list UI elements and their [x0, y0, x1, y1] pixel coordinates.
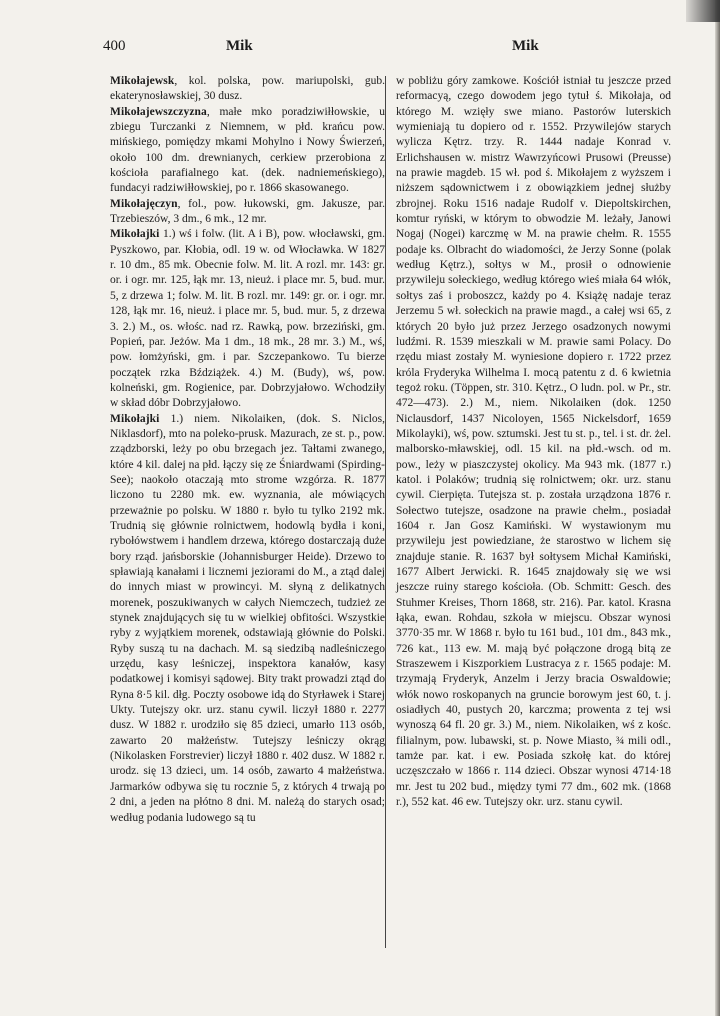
- entry-text: w pobliżu góry zamkowe. Kościół istniał tu jeszcze przed reformacyą, czego dowodem jego tytuł ś. Mikołaja, od którego M. wzięły swe miano. Pastorów luterskich wymieniają tu dopiero od r. 1552. Przywilejów starych wyliczа Kętrz. trzy. R. 1444 nadaje Konrad v. Erlichshausen w. mistrz Wawrzyńcowi Prusowi (Preusse) na prawie magdeb. 15 wł. pod ś. Mikołajem z wyższem i niższem sądownictwem i z obowiązkiem jednej służby zbrojnej. Roku 1516 nadaje Rudolf v. Diepoltskirchen, komtur ryński, w którym to obwodzie M. leżały, Janowi Nogaj (Nogei) karczmę w M. na prawie chełm. R. 1555 podaje ks. Olbracht do wiadomości, że Jerzy Sonne (polak według Kętrz.), sołtys w M., prosił o odnowienie przywileju sołeckiego, według którego wieś miała 64 włók, sołtys zaś i proboszcz, każdy po 4. Książę nadaje teraz Jerzemu 5 wł. sołeckich na prawie magd., a całej wsi 65, z których 20 było już przez Jerzego osadzonych nowymi ludźmi. R. 1539 mieszkali w M. prawie sami Polacy. Do rzędu miast zostały M. wyniesione dopiero r. 1722 przez króla Fryderyka Wilhelma I. mocą patentu z d. 6 kwietnia tegoż roku. (Töppen, str. 310. Kętrz., O ludn. pol. w Pr., str. 472—473). 2.) M., niem. Nikolaiken (dok. 1250 Niclausdorf, 1437 Nicoloyen, 1565 Nickelsdorf, 1659 Mikolayki), wś, pow. sztumski. Jest tu st. p., tel. i st. dr. żel. malborsko-mławskiej, odl. 15 kil. na płd.-wsch. od m. pow., leży w piaszczystej okolicy. Ma 943 mk. (1877 r.) katol. i Polaków; trudnią się rolnictwem; okr. urz. stanu cywil. Cierpięta. Tutejsza st. p. została urządzona 1876 r. Sołectwo tutejsze, osadzone na prawie chełm., posiadał 1604 r. Jan Gosz Kamiński. W wystawionym mu przywileju jest powiedziane, że starostwo w lichem się znajduje stanie. R. 1637 był sołtysem Michał Kamiński, 1677 Albert Jerwicki. R. 1645 znajdowały się we wsi jeszcze ruiny starego kościoła. (Ob. Schmitt: Gesch. des Stuhmer Kreises, Thorn 1868, str. 216). Par. katol. Krasna łąka, ewan. Rohdau, szkoła w miejscu. Obszar wynosi 3770·35 mr. W 1868 r. było tu 161 bud., 101 dm., 843 mk., 726 kat., 113 ew. M. mają być połączone drogą bitą ze Straszewem i Kiszporkiem Lustracya z r. 1565 podaje: M. trzymają Fryderyk, Anzelm i Jerzy bracia Oswaldowie; włók nowo roskopanych na gruncie borowym jest 60, t. j. osiadłych 40, pustych 20, karczma; prowenta z tej wsi wynoszą 64 fl. 20 gr. 3.) M., niem. Nikolaiken, wś z kośc. filialnym, pow. lubawski, st. p. Nowe Miasto, ¾ mili odl., tamże par. kat. i ew. Posiada szkołę kat. do której uczęszczało w 1866 r. 114 dzieci. Obszar wynosi 4714·18 mr. Jest tu 202 bud., między tymi 77 dm., 602 mk. (1868 r.), 552 kat. 46 ew. Tutejszy okr. urz. stanu cywil.: [396, 75, 671, 809]
- entry: [110, 105, 385, 197]
- entry-headword: Mikołajewszczyzna: [110, 105, 207, 118]
- entry-text: , kol. polska, pow. mariupolski, gub. ekaterynosławskiej, 30 dusz.: [110, 75, 385, 103]
- entry-headword: Mikołajęczyn: [110, 197, 178, 210]
- scan-corner-shadow: [686, 0, 720, 22]
- entry-headword: Mikołajki: [110, 228, 160, 241]
- entry-text: , małe mko poradziwiłłowskie, u zbiegu Turczanki z Niemnem, w płd. krańcu pow. mińskiego, pomiędzy mkami Mohylno i Nowy Świerzeń, około 100 dm. drewnianych, cerkiew przerobiona z kościoła parafialnego kat. (dek. nadniemeńskiego), fundacyi radziwiłłowskiej, po r. 1866 skasowanego.: [110, 105, 385, 195]
- entry-text: 1.) wś i folw. (lit. A i B), pow. włocławski, gm. Pyszkowo, par. Kłobia, odl. 19 w. od Włocławka. W 1827 r. 10 dm., 85 mk. Obecnie folw. M. lit. A rozl. mr. 143: gr. or. i ogr. mr. 125, łąk mr. 13, nieuż. i place mr. 5, bud. mur. 5, z drzewa 1; folw. M. lit. B rozl. mr. 149: gr. or. i ogr. mr. 128, łąk mr. 16, nieuż. i place mr. 5, bud. mur. 5, z drzewa 3. 2.) M., os. włośc. nad rz. Rawką, pow. brzeziński, gm. Popień, par. Jeżów. Ma 1 dm., 18 mk., 28 mr. 3.) M., wś, pow. łomżyński, gm. i par. Szczepankowo. Tu bierze początek rzka Bździążek. 4.) M. (Budy), wś, pow. kolneński, gm. Rogienice, par. Dobrzyjałowo. Wchodziły w skład dóbr Dobrzyjałowo.: [110, 228, 385, 410]
- entry: [110, 74, 385, 105]
- running-head-left: Mik: [226, 38, 253, 54]
- left-column: [110, 74, 385, 826]
- right-column: [396, 74, 671, 811]
- entry-text: , fol., pow. łukowski, gm. Jakusze, par. Trzebieszów, 3 dm., 6 mk., 12 mr.: [110, 197, 385, 226]
- page-number: 400: [103, 38, 126, 54]
- entry: [110, 412, 385, 826]
- page-edge-shadow: [715, 0, 720, 1016]
- page-header: [0, 38, 720, 58]
- entry-text: 1.) niem. Nikolaiken, (dok. S. Niclos, Niklasdorf), mto na poleko-prusk. Mazurach, ze st. p., pow. zządzborski, leży po obu brzegach jez. Tałtami zwanego, które 4 kil. dalej na płd. łączy się ze Śniardwami (Spirding-See); naokoło otaczają mto strome wzgórza. R. 1877 liczono tu 2280 mk. ew. wyznania, ale mówiących przeważnie po polsku. W 1880 r. było tu tylko 2192 mk. Trudnią się głównie rolnictwem, hodowlą bydła i koni, rybołówstwem i handlem drzewa, którego dostarczają duże bory rząd. jańsborskie (Johannisburger Heide). Drzewo to spławiają kanałami i licznemi jeziorami do M., a ztąd dalej do innych miast w prowincyi. M. słyną z delikatnych morenek, poszukiwanych w całych Niemczech, tudzież ze stynek znajdujących się tu w wielkiej obfitości. Wszystkie ryby z wyjątkiem morenek, odstawiają głównie do Polski. Ryby suszą tu na dachach. M. są siedzibą nadleśniczego urzędu, kasy leśniczej, inspektora kanałów, kasy podatkowej i komisyi sądowej. Bity trakt prowadzi ztąd do Ryna 8·5 kil. dłg. Poczty osobowe idą do Styrławek i Starej Ukty. Tutejszy okr. urz. stanu cywil. liczył 1880 r. 2277 dusz. W 1882 r. urodziło się 85 dzieci, umarło 113 osób, zawarto 20 małżeństw. Tutejszy leśniczy okrąg (Nikolasken Forstrevier) liczył 1880 r. 402 dusz. W 1882 r. urodz. się 13 dzieci, um. 14 osób, zawarto 4 małżeństwa. Jarmarków odbywa się tu rocznie 5, z których 4 trwają po 2 dni, a jeden na płótno 8 dni. M. należą do starych osad; według podania ludowego są tu: [110, 412, 385, 824]
- entry-headword: Mikołajki: [110, 412, 160, 425]
- column-divider: [385, 76, 386, 948]
- entry: [110, 227, 385, 411]
- entry: [110, 197, 385, 228]
- entry-continuation: [396, 74, 671, 811]
- entry-headword: Mikołajewsk: [110, 75, 175, 87]
- running-head-right: Mik: [512, 38, 539, 54]
